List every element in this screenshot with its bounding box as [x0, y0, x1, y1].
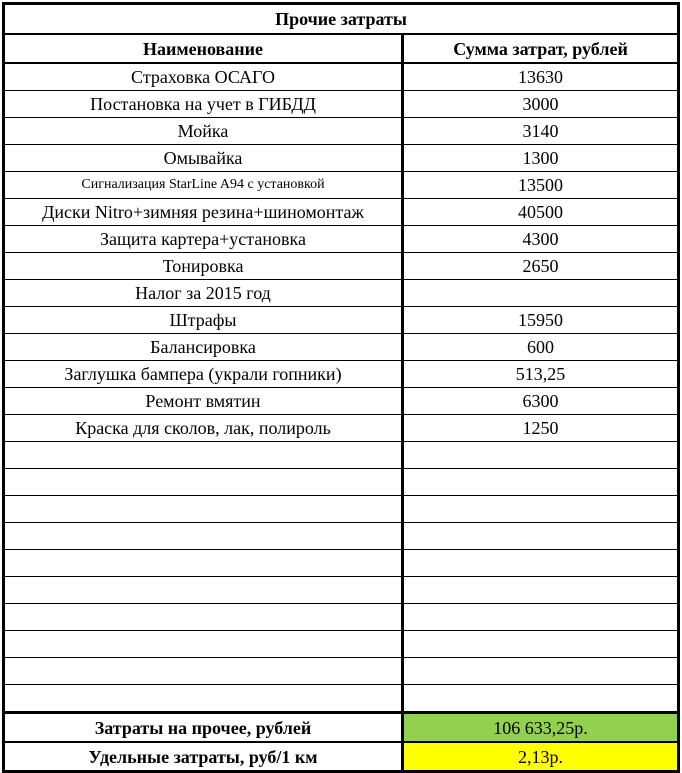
cell-name[interactable]	[4, 604, 403, 631]
cell-sum[interactable]: 1300	[403, 145, 679, 172]
cell-name[interactable]: Мойка	[4, 118, 403, 145]
cell-sum[interactable]: 1250	[403, 415, 679, 442]
cell-sum[interactable]	[403, 469, 679, 496]
cell-sum[interactable]: 15950	[403, 307, 679, 334]
cell-sum[interactable]: 13500	[403, 172, 679, 199]
cell-sum[interactable]: 4300	[403, 226, 679, 253]
cell-sum[interactable]	[403, 685, 679, 713]
cell-name[interactable]: Штрафы	[4, 307, 403, 334]
table-row	[4, 388, 679, 415]
cell-sum[interactable]	[403, 577, 679, 604]
table-row	[4, 253, 679, 280]
cell-sum[interactable]: 13630	[403, 63, 679, 91]
cell-name[interactable]	[4, 658, 403, 685]
cell-name[interactable]: Балансировка	[4, 334, 403, 361]
cell-sum[interactable]	[403, 442, 679, 469]
empty-row	[4, 685, 679, 713]
cell-sum[interactable]: 3140	[403, 118, 679, 145]
cell-sum[interactable]	[403, 658, 679, 685]
table-row	[4, 307, 679, 334]
cell-name[interactable]	[4, 685, 403, 713]
empty-row	[4, 577, 679, 604]
cell-name[interactable]	[4, 442, 403, 469]
cell-sum[interactable]	[403, 550, 679, 577]
table-row	[4, 199, 679, 226]
unit-cost-value[interactable]: 2,13р.	[403, 742, 679, 772]
cell-name[interactable]	[4, 577, 403, 604]
cell-name[interactable]: Постановка на учет в ГИБДД	[4, 91, 403, 118]
cell-name[interactable]: Налог за 2015 год	[4, 280, 403, 307]
cell-name[interactable]: Тонировка	[4, 253, 403, 280]
unit-cost-label: Удельные затраты, руб/1 км	[4, 742, 403, 772]
header-sum: Сумма затрат, рублей	[403, 34, 679, 63]
table-title: Прочие затраты	[4, 4, 679, 35]
empty-row	[4, 469, 679, 496]
table-row	[4, 145, 679, 172]
cell-sum[interactable]: 6300	[403, 388, 679, 415]
cell-name[interactable]: Омывайка	[4, 145, 403, 172]
cell-sum[interactable]	[403, 604, 679, 631]
cell-name[interactable]: Защита картера+установка	[4, 226, 403, 253]
cell-sum[interactable]	[403, 523, 679, 550]
cell-sum[interactable]: 513,25	[403, 361, 679, 388]
cell-name[interactable]	[4, 523, 403, 550]
cell-sum[interactable]	[403, 631, 679, 658]
table-row	[4, 226, 679, 253]
table-row	[4, 415, 679, 442]
empty-row	[4, 604, 679, 631]
cell-name[interactable]: Диски Nitro+зимняя резина+шиномонтаж	[4, 199, 403, 226]
table-row	[4, 280, 679, 307]
table-row	[4, 91, 679, 118]
cell-name[interactable]: Заглушка бампера (украли гопники)	[4, 361, 403, 388]
table-row	[4, 172, 679, 199]
cell-name[interactable]: Сигнализация StarLine A94 с установкой	[4, 172, 403, 199]
table-row	[4, 118, 679, 145]
cell-name[interactable]: Страховка ОСАГО	[4, 63, 403, 91]
cell-sum[interactable]: 40500	[403, 199, 679, 226]
cell-sum[interactable]	[403, 496, 679, 523]
empty-row	[4, 496, 679, 523]
cell-name[interactable]	[4, 496, 403, 523]
total-label: Затраты на прочее, рублей	[4, 713, 403, 743]
table-row	[4, 63, 679, 91]
header-name: Наименование	[4, 34, 403, 63]
empty-row	[4, 658, 679, 685]
cell-name[interactable]	[4, 631, 403, 658]
cell-name[interactable]	[4, 550, 403, 577]
other-costs-table	[2, 2, 680, 773]
table-row	[4, 361, 679, 388]
cell-name[interactable]	[4, 469, 403, 496]
cell-sum[interactable]: 3000	[403, 91, 679, 118]
empty-row	[4, 523, 679, 550]
cell-name[interactable]: Краска для сколов, лак, полироль	[4, 415, 403, 442]
cell-sum[interactable]: 600	[403, 334, 679, 361]
empty-row	[4, 550, 679, 577]
cell-sum[interactable]: 2650	[403, 253, 679, 280]
cell-name[interactable]: Ремонт вмятин	[4, 388, 403, 415]
empty-row	[4, 631, 679, 658]
total-value[interactable]: 106 633,25р.	[403, 713, 679, 743]
cell-sum[interactable]	[403, 280, 679, 307]
table-row	[4, 334, 679, 361]
empty-row	[4, 442, 679, 469]
